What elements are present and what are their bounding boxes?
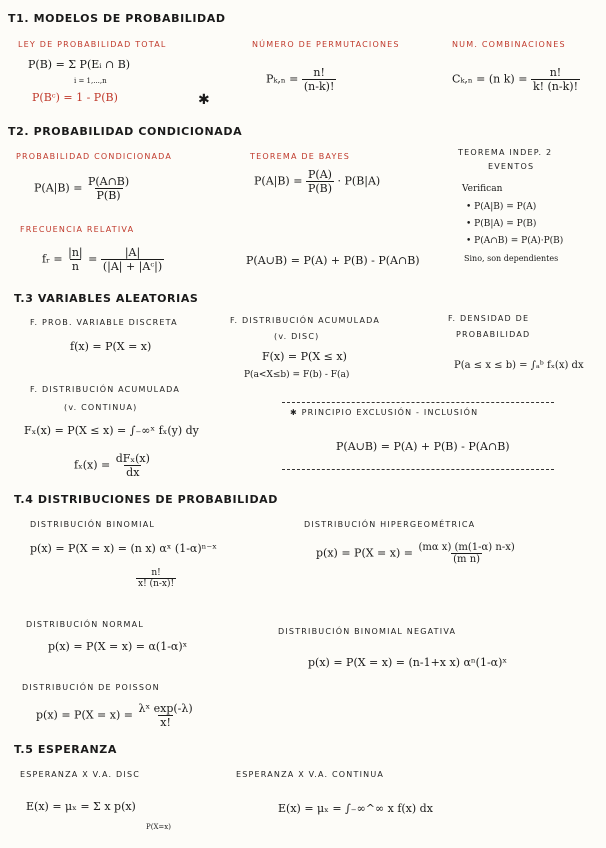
negbin-title: DISTRIBUCIÓN BINOMIAL NEGATIVA bbox=[278, 627, 457, 636]
frec-lhs: fᵣ = bbox=[42, 252, 63, 266]
comb-num: n! bbox=[549, 66, 562, 79]
cond-lhs: P(A|B) = bbox=[34, 181, 83, 195]
esperanza-cont-title: ESPERANZA X V.A. CONTINUA bbox=[236, 770, 385, 779]
negbin-formula: p(x) = P(X = x) = (n-1+x x) αⁿ(1-α)ˣ bbox=[308, 656, 508, 669]
poisson-formula bbox=[36, 702, 195, 729]
cond-num: P(A∩B) bbox=[87, 175, 130, 188]
densidad-title-2: PROBABILIDAD bbox=[456, 330, 531, 339]
esperanza-disc-formula: E(x) = μₓ = Σ x p(x) bbox=[26, 800, 136, 813]
bayes-lhs: P(A|B) = bbox=[254, 174, 303, 188]
bayes-title: TEOREMA DE BAYES bbox=[250, 152, 351, 161]
poisson-lhs: p(x) = P(X = x) = bbox=[36, 708, 133, 722]
normal-formula: p(x) = P(X = x) = α(1-α)ˣ bbox=[48, 640, 188, 653]
permutaciones-formula bbox=[266, 66, 336, 93]
combinaciones-formula bbox=[452, 66, 580, 93]
indep-note: Sino, son dependientes bbox=[464, 254, 559, 263]
acumc-formula-2 bbox=[74, 452, 152, 479]
cond-formula bbox=[34, 175, 131, 202]
hiper-lhs: p(x) = P(X = x) = bbox=[316, 546, 413, 560]
esperanza-cont-formula: E(x) = μₓ = ∫₋∞^∞ x f(x) dx bbox=[278, 802, 433, 815]
poisson-title: DISTRIBUCIÓN DE POISSON bbox=[22, 683, 160, 692]
inclusion-formula: P(A∪B) = P(A) + P(B) - P(A∩B) bbox=[336, 440, 510, 453]
frec-num-2: |A| bbox=[124, 246, 141, 259]
ley-formula-2: P(Bᶜ) = 1 - P(B) bbox=[32, 91, 118, 104]
section-title-t4: T.4 DISTRIBUCIONES DE PROBABILIDAD bbox=[14, 493, 279, 506]
acum-title-1: F. DISTRIBUCIÓN ACUMULADA bbox=[230, 316, 381, 325]
binomial-formula: p(x) = P(X = x) = (n x) αˣ (1-α)ⁿ⁻ˣ bbox=[30, 542, 217, 555]
cond-title: PROBABILIDAD CONDICIONADA bbox=[16, 152, 173, 161]
ley-probabilidad-title: LEY DE PROBABILIDAD TOTAL bbox=[18, 40, 167, 49]
binomial-title: DISTRIBUCIÓN BINOMIAL bbox=[30, 520, 156, 529]
acum-formula-1: F(x) = P(X ≤ x) bbox=[262, 350, 347, 363]
perm-den: (n-k)! bbox=[303, 80, 335, 93]
disc-title: F. PROB. VARIABLE DISCRETA bbox=[30, 318, 178, 327]
ley-formula-1: P(B) = Σ P(Eᵢ ∩ B) bbox=[28, 58, 131, 71]
frec-den-1: n bbox=[71, 260, 79, 273]
star-mark: ✱ bbox=[198, 92, 210, 108]
ley-formula-1-sub: i = 1,...,n bbox=[74, 77, 107, 85]
hiper-den: (m n) bbox=[453, 554, 481, 565]
binomial-den: x! (n-x)! bbox=[138, 579, 175, 589]
frecuencia-title: FRECUENCIA RELATIVA bbox=[20, 225, 135, 234]
frec-num-1: |n| bbox=[68, 246, 83, 259]
acumc-formula-1: Fₓ(x) = P(X ≤ x) = ∫₋∞ˣ fₓ(y) dy bbox=[24, 424, 199, 437]
union-formula: P(A∪B) = P(A) + P(B) - P(A∩B) bbox=[246, 254, 420, 267]
frec-eq: = bbox=[88, 252, 98, 266]
disc-formula: f(x) = P(X = x) bbox=[70, 340, 152, 353]
comb-lhs: Cₖ,ₙ = (n k) = bbox=[452, 72, 528, 86]
comb-den: k! (n-k)! bbox=[532, 80, 578, 93]
indep-item-1: • P(A|B) = P(A) bbox=[466, 202, 537, 212]
perm-num: n! bbox=[313, 66, 325, 79]
normal-title: DISTRIBUCIÓN NORMAL bbox=[26, 620, 144, 629]
inclusion-title: ✱ PRINCIPIO EXCLUSIÓN - INCLUSIÓN bbox=[290, 408, 479, 417]
combinaciones-title: NUM. COMBINACIONES bbox=[452, 40, 566, 49]
hiper-num: (mα x) (m(1-α) n-x) bbox=[418, 542, 515, 553]
frec-den-2: (|A| + |Aᶜ|) bbox=[102, 260, 163, 273]
binomial-num: n! bbox=[151, 568, 161, 578]
indep-verifican: Verifican bbox=[462, 184, 503, 194]
indep-item-3: • P(A∩B) = P(A)·P(B) bbox=[466, 236, 564, 246]
poisson-den: x! bbox=[160, 716, 171, 729]
cond-den: P(B) bbox=[96, 189, 121, 202]
acumc-title-2: (v. CONTINUA) bbox=[64, 403, 138, 412]
bayes-num: P(A) bbox=[308, 168, 332, 181]
densidad-title-1: F. DENSIDAD DE bbox=[448, 314, 530, 323]
indep-title-2: EVENTOS bbox=[488, 162, 535, 171]
acumc-title-1: F. DISTRIBUCIÓN ACUMULADA bbox=[30, 385, 181, 394]
perm-lhs: Pₖ,ₙ = bbox=[266, 72, 299, 86]
acumc-f2-lhs: fₓ(x) = bbox=[74, 458, 111, 472]
frecuencia-formula bbox=[42, 246, 164, 273]
bayes-rhs: · P(B|A) bbox=[337, 174, 381, 188]
indep-title-1: TEOREMA INDEP. 2 bbox=[458, 148, 553, 157]
bayes-formula bbox=[254, 168, 380, 195]
section-title-t5: T.5 ESPERANZA bbox=[14, 743, 117, 756]
acum-title-2: (v. DISC) bbox=[274, 332, 320, 341]
section-title-t2: T2. PROBABILIDAD CONDICIONADA bbox=[8, 125, 243, 138]
bayes-den: P(B) bbox=[307, 182, 333, 195]
esperanza-disc-title: ESPERANZA X V.A. DISC bbox=[20, 770, 141, 779]
permutaciones-title: NÚMERO DE PERMUTACIONES bbox=[252, 40, 400, 49]
acum-formula-2: P(a<X≤b) = F(b) - F(a) bbox=[244, 370, 350, 380]
densidad-formula: P(a ≤ x ≤ b) = ∫ₐᵇ fₓ(x) dx bbox=[454, 360, 584, 371]
hiper-formula bbox=[316, 542, 517, 565]
poisson-num: λˣ exp(-λ) bbox=[138, 702, 193, 715]
indep-item-2: • P(B|A) = P(B) bbox=[466, 219, 537, 229]
section-title-t1: T1. MODELOS DE PROBABILIDAD bbox=[8, 12, 226, 25]
binomial-coef bbox=[136, 568, 176, 589]
acumc-f2-den: dx bbox=[126, 466, 140, 479]
hiper-title: DISTRIBUCIÓN HIPERGEOMÉTRICA bbox=[304, 520, 476, 529]
section-title-t3: T.3 VARIABLES ALEATORIAS bbox=[14, 292, 199, 305]
esperanza-disc-sub: P(X=x) bbox=[146, 823, 171, 831]
acumc-f2-num: dFₓ(x) bbox=[115, 452, 150, 465]
